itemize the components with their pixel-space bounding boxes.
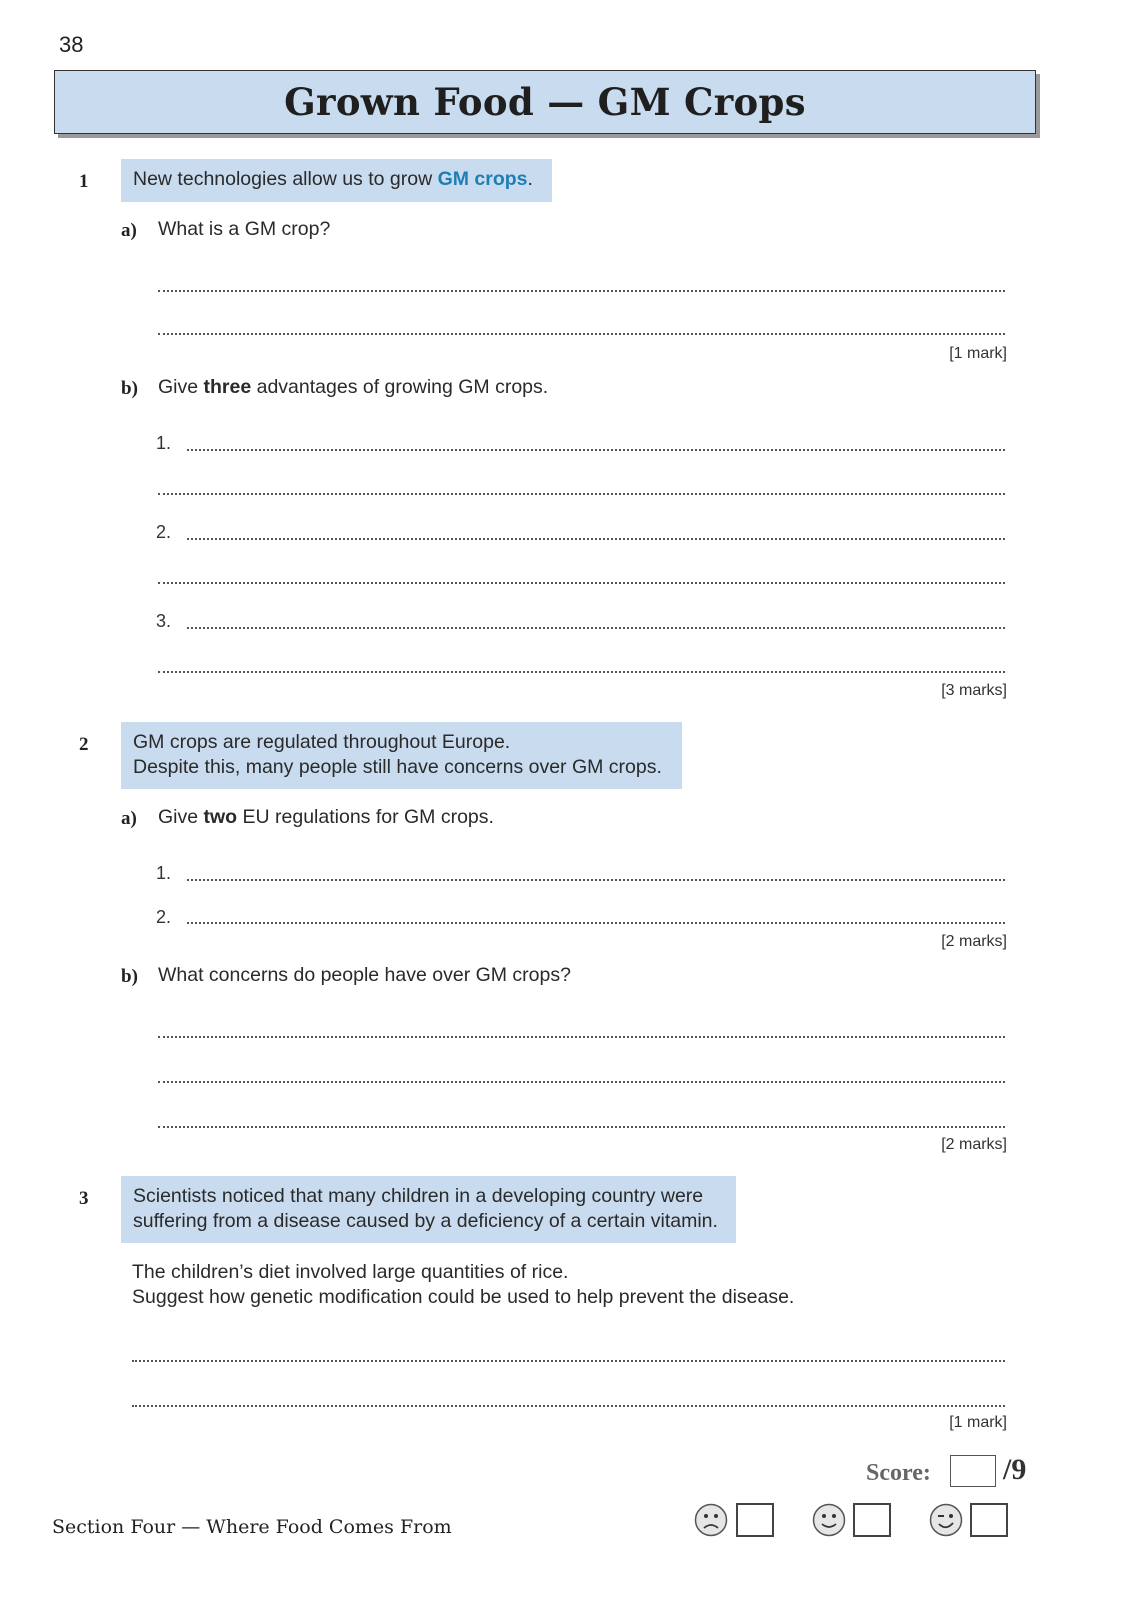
question-1a-text: What is a GM crop? [158,218,331,240]
question-3-body-line: Suggest how genetic modification could be used to help prevent the disease. [132,1286,795,1308]
score-label: Score: [866,1460,931,1486]
question-1b-item-number: 2. [156,522,172,542]
question-2-stem [121,722,682,789]
question-1b-label: b) [121,378,138,399]
question-3-body [132,1260,794,1310]
question-2a-marks: [2 marks] [941,933,1007,950]
question-1-stem [121,159,552,202]
title-banner [54,70,1036,134]
question-2b-text: What concerns do people have over GM crops? [158,964,571,986]
answer-line[interactable] [158,493,1005,495]
question-2b-label: b) [121,966,138,987]
question-2a-text-start: Give [158,806,204,828]
answer-line[interactable] [187,627,1005,629]
frown-face-icon [694,1503,728,1537]
question-1-number: 1 [79,171,89,192]
frown-tick-box[interactable] [736,1503,774,1537]
question-1b-text [158,376,548,399]
score-total: /9 [1003,1453,1027,1486]
answer-line[interactable] [132,1405,1005,1407]
answer-line[interactable] [132,1360,1005,1362]
question-3-marks: [1 mark] [949,1414,1007,1431]
question-1a-marks: [1 mark] [949,345,1007,362]
answer-line[interactable] [158,1036,1005,1038]
question-2a-item-number: 2. [156,907,172,927]
wink-face-icon [929,1503,963,1537]
answer-line[interactable] [158,333,1005,335]
answer-line[interactable] [158,1126,1005,1128]
question-1-stem-highlight: GM crops [437,168,528,190]
question-2-number: 2 [79,734,89,755]
answer-line[interactable] [187,922,1005,924]
question-2a-item-number: 1. [156,863,172,883]
question-1-stem-end: . [527,168,533,190]
answer-line[interactable] [158,582,1005,584]
question-2a-text-end: EU regulations for GM crops. [237,806,494,828]
question-3-body-line: The children’s diet involved large quantities of rice. [132,1261,569,1283]
question-1b-text-start: Give [158,376,204,398]
section-footer: Section Four — Where Food Comes From [52,1516,452,1538]
smile-face-icon [812,1503,846,1537]
question-3-stem [121,1176,736,1243]
question-1b-text-bold: three [203,376,252,398]
question-1a-label: a) [121,220,137,241]
answer-line[interactable] [158,290,1005,292]
answer-line[interactable] [187,879,1005,881]
question-2a-label: a) [121,808,137,829]
question-1-stem-text: New technologies allow us to grow [133,168,438,190]
answer-line[interactable] [158,671,1005,673]
wink-tick-box[interactable] [970,1503,1008,1537]
question-2-stem-line: Despite this, many people still have concerns over GM crops. [133,756,662,778]
question-1b-item-number: 1. [156,433,172,453]
question-1b-text-end: advantages of growing GM crops. [251,376,549,398]
question-3-stem-line: suffering from a disease caused by a deficiency of a certain vitamin. [133,1210,718,1232]
question-3-number: 3 [79,1188,89,1209]
question-1b-marks: [3 marks] [941,682,1007,699]
question-2-stem-line: GM crops are regulated throughout Europe. [133,731,511,753]
smile-tick-box[interactable] [853,1503,891,1537]
answer-line[interactable] [187,449,1005,451]
answer-line[interactable] [158,1081,1005,1083]
question-2b-marks: [2 marks] [941,1136,1007,1153]
question-2a-text-bold: two [203,806,238,828]
page-number: 38 [59,32,84,57]
score-input-box[interactable] [950,1455,996,1487]
question-3-stem-line: Scientists noticed that many children in a developing country were [133,1185,704,1207]
question-2a-text [158,806,494,829]
page-title: Grown Food — GM Crops [284,80,806,124]
answer-line[interactable] [187,538,1005,540]
question-1b-item-number: 3. [156,611,172,631]
